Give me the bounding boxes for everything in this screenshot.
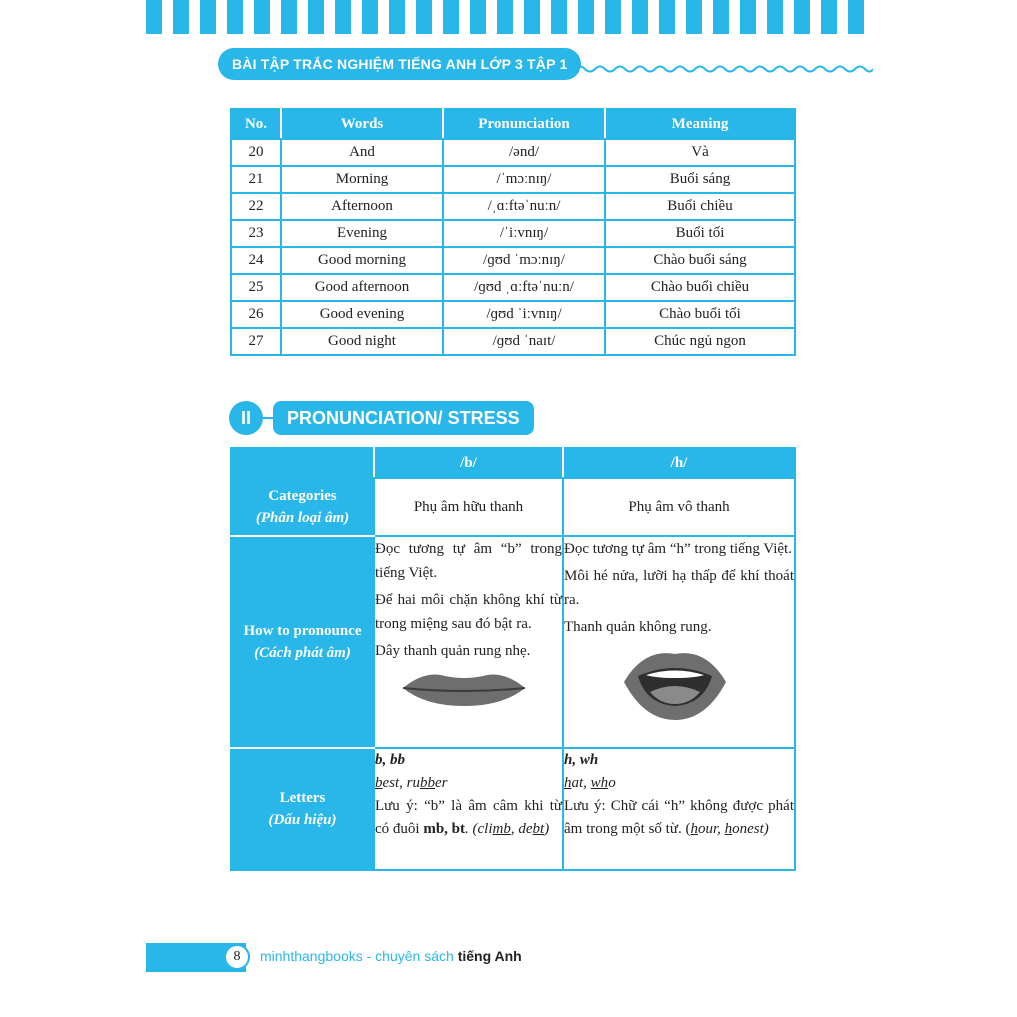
cell-pron: /ɡʊd ˈmɔːnɪŋ/ (443, 247, 605, 274)
letters-h-title: h, wh (564, 752, 599, 768)
cell-word: Good afternoon (281, 274, 443, 301)
categories-label-vi: (Phân loại âm) (255, 510, 350, 526)
how-h-line: Thanh quản không rung. (564, 619, 712, 635)
row-header-how (231, 536, 374, 748)
cell-meaning: Chào buổi tối (605, 301, 795, 328)
how-b-line: Dây thanh quản rung nhẹ. (375, 643, 531, 659)
cell-pron: /ɡʊd ˌɑːftəˈnuːn/ (443, 274, 605, 301)
footer-brand: minhthangbooks - chuyên sách tiếng Anh (260, 948, 522, 964)
table-row (231, 247, 795, 274)
cell-no: 20 (231, 139, 281, 166)
vocabulary-table (230, 108, 796, 356)
row-header-categories (231, 478, 374, 536)
cell-meaning: Chào buổi sáng (605, 247, 795, 274)
cell-word: Good evening (281, 301, 443, 328)
how-b-line: Đọc tương tự âm “b” trong tiếng Việt. (375, 541, 562, 581)
corner-cell (231, 448, 374, 478)
pronunciation-table (230, 447, 796, 871)
letters-b-note: Lưu ý: “b” là âm câm khi từ có đuôi mb, bt. (climb, debt) (375, 798, 562, 837)
table-row (231, 193, 795, 220)
cell-pron: /ɡʊd ˈnaɪt/ (443, 328, 605, 355)
table-row (231, 220, 795, 247)
col-header-pronunciation: Pronunciation (443, 109, 605, 139)
cell-no: 25 (231, 274, 281, 301)
cell-word: And (281, 139, 443, 166)
section-number-badge: II (229, 401, 263, 435)
top-stripe-banner (146, 0, 872, 34)
cell-meaning: Buổi sáng (605, 166, 795, 193)
category-h: Phụ âm vô thanh (563, 478, 795, 536)
table-row (231, 139, 795, 166)
cell-pron: /ənd/ (443, 139, 605, 166)
cell-pron: /ˈmɔːnɪŋ/ (443, 166, 605, 193)
how-h-line: Môi hé nửa, lưỡi hạ thấp để khí thoát ra. (564, 568, 794, 608)
letters-h-examples: hat, who (564, 775, 616, 791)
page-number: 8 (224, 944, 250, 970)
cell-no: 21 (231, 166, 281, 193)
letters-label-vi: (Dấu hiệu) (268, 812, 337, 828)
how-b-line: Để hai môi chặn không khí từ trong miệng sau đó bật ra. (375, 592, 562, 632)
col-header-meaning: Meaning (605, 109, 795, 139)
how-label: How to pronounce (243, 623, 362, 639)
letters-b-examples: best, rubber (375, 775, 448, 791)
cell-no: 26 (231, 301, 281, 328)
cell-meaning: Buổi tối (605, 220, 795, 247)
table-row (231, 166, 795, 193)
table-row (231, 301, 795, 328)
table-row (231, 274, 795, 301)
cell-no: 24 (231, 247, 281, 274)
cell-meaning: Và (605, 139, 795, 166)
book-title-badge: BÀI TẬP TRẮC NGHIỆM TIẾNG ANH LỚP 3 TẬP 1 (218, 48, 581, 80)
letters-b-title: b, bb (375, 752, 405, 768)
category-b: Phụ âm hữu thanh (374, 478, 563, 536)
cell-meaning: Chào buổi chiều (605, 274, 795, 301)
cell-no: 23 (231, 220, 281, 247)
cell-word: Afternoon (281, 193, 443, 220)
col-header-h: /h/ (563, 448, 795, 478)
cell-no: 27 (231, 328, 281, 355)
categories-label: Categories (268, 488, 337, 504)
col-header-words: Words (281, 109, 443, 139)
how-label-vi: (Cách phát âm) (254, 645, 351, 661)
cell-word: Good morning (281, 247, 443, 274)
col-header-no: No. (231, 109, 281, 139)
open-mouth-image (564, 642, 786, 722)
cell-pron: /ɡʊd ˈiːvnɪŋ/ (443, 301, 605, 328)
how-h-line: Đọc tương tự âm “h” trong tiếng Việt. (564, 541, 792, 557)
cell-meaning: Chúc ngủ ngon (605, 328, 795, 355)
cell-pron: /ˌɑːftəˈnuːn/ (443, 193, 605, 220)
letters-label: Letters (279, 790, 326, 806)
cell-pron: /ˈiːvnɪŋ/ (443, 220, 605, 247)
cell-word: Good night (281, 328, 443, 355)
how-b-cell (374, 536, 563, 748)
table-row (231, 328, 795, 355)
letters-b-cell (374, 748, 563, 870)
wave-decoration (575, 62, 873, 76)
letters-h-note: Lưu ý: Chữ cái “h” không được phát âm trong một số từ. (hour, honest) (564, 798, 794, 837)
section-title: PRONUNCIATION/ STRESS (273, 401, 534, 435)
letters-h-cell (563, 748, 795, 870)
cell-meaning: Buổi chiều (605, 193, 795, 220)
closed-lips-image (375, 666, 553, 710)
row-header-letters (231, 748, 374, 870)
col-header-b: /b/ (374, 448, 563, 478)
cell-word: Evening (281, 220, 443, 247)
cell-no: 22 (231, 193, 281, 220)
cell-word: Morning (281, 166, 443, 193)
how-h-cell (563, 536, 795, 748)
